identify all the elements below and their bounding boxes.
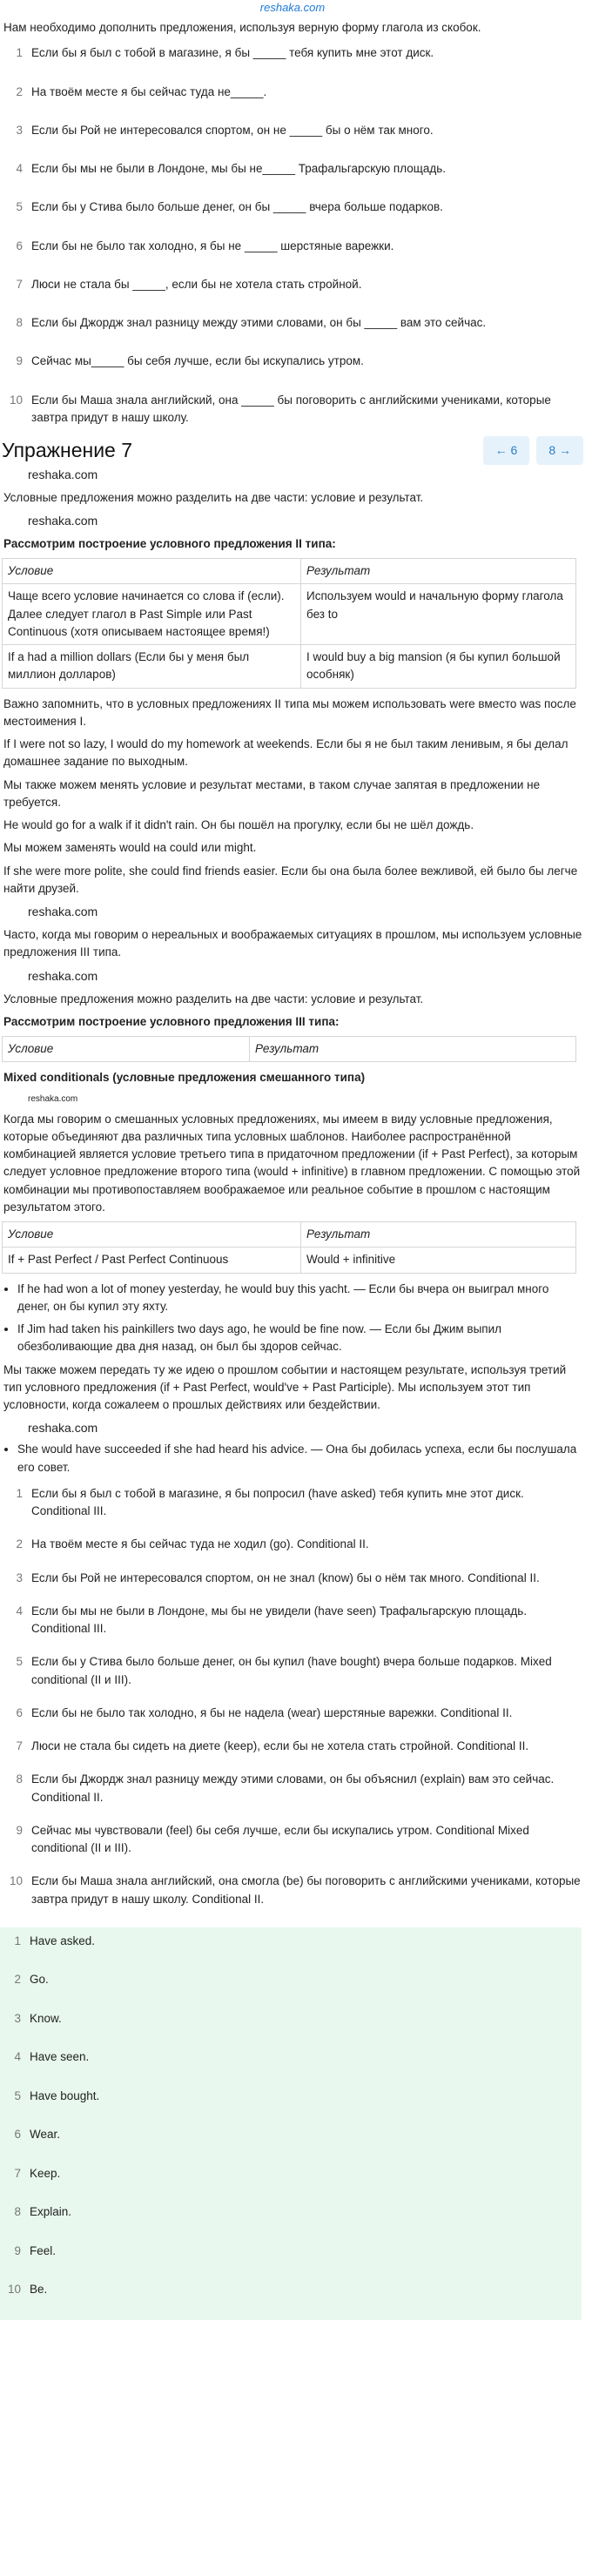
solution-text: Сейчас мы чувствовали (feel) бы себя лучше, если бы искупались утром. Conditional Mixed conditional (II и III). — [31, 1823, 529, 1854]
item-number: 8 — [16, 1772, 23, 1786]
table-cell: Используем would и начальную форму глагола без to — [301, 584, 576, 645]
list-item — [2, 389, 583, 433]
solution-text: Люси не стала бы сидеть на диете (keep), если бы не хотела стать стройной. Conditional II. — [31, 1739, 529, 1752]
paragraph: Мы также можем менять условие и результат местами, в таком случае запятая в предложении не требуется. — [3, 777, 541, 809]
table-row — [3, 645, 576, 689]
example-list — [2, 1441, 583, 1476]
task-text: Сейчас мы_____ бы себя лучше, если бы искупались утром. — [31, 354, 364, 368]
paragraph: If she were more polite, she could find friends easier. Если бы она была более вежливой, ей было бы легче найти друзей. — [3, 864, 578, 895]
list-item — [2, 42, 583, 80]
paragraph: Условные предложения можно разделить на две части: условие и результат. — [3, 992, 424, 1006]
table-header-result: Результат — [301, 1222, 576, 1248]
section-heading: Mixed conditionals (условные предложения смешанного типа) — [3, 1071, 366, 1085]
list-item — [2, 158, 583, 196]
solution-text: Если бы не было так холодно, я бы не надела (wear) шерстяные варежки. Conditional II. — [31, 1705, 513, 1719]
list-item — [2, 273, 583, 312]
table-header-condition: Условие — [3, 1037, 250, 1062]
answer-text: Be. — [30, 2283, 48, 2297]
task-text: Если бы Маша знала английский, она _____ бы поговорить с английскими учениками, которые завтра придут в нашу школу. — [31, 393, 551, 424]
example-list — [2, 1281, 583, 1356]
watermark: reshaka.com — [28, 1421, 98, 1436]
solution-text: Если бы Маша знала английский, она смогла (be) бы поговорить с английскими учениками, которые завтра придут в нашу школу. Conditional II. — [31, 1874, 581, 1906]
watermark: reshaka.com — [28, 1093, 78, 1104]
conditional-3-table — [2, 1036, 576, 1062]
mixed-table — [2, 1221, 576, 1274]
paragraph: Мы можем заменять would на could или might. — [3, 841, 257, 855]
answer-row — [0, 2048, 582, 2088]
paragraph: Когда мы говорим о смешанных условных предложениях, мы имеем в виду условные предложения, которые объединяют два различных типа условных шаблонов. Наиболее распространённой комбинацией является условие третьего типа в придаточном предложении (if + Past Perfect), за которым следует условное предложение второго типа (would + infinitive) в главном предложении. С помощью этой комбинации мы противопоставляем воображаемое или реальное событие в прошлом с настоящим результатом этого. — [3, 1112, 581, 1214]
list-item: • If Jim had taken his painkillers two days ago, he would be fine now. — Если бы Джим выпил обезболивающие два дня назад, он был бы здоров сейчас. — [17, 1321, 583, 1356]
item-number: 1 — [16, 46, 23, 60]
list-item: • She would have succeeded if she had heard his advice. — Она бы добилась успеха, если бы послушала его совет. — [17, 1441, 583, 1476]
watermark: reshaka.com — [28, 513, 98, 528]
list-item — [2, 1701, 583, 1734]
list-item — [2, 1734, 583, 1767]
table-header-result: Результат — [301, 559, 576, 584]
watermark: reshaka.com — [28, 467, 98, 481]
answer-row — [0, 1933, 582, 1972]
item-number: 1 — [16, 1486, 23, 1500]
paragraph: If I were not so lazy, I would do my homework at weekends. Если бы я не был таким ленивым, я бы делал домашнее задание по выходным. — [3, 737, 568, 769]
table-cell: If + Past Perfect / Past Perfect Continuous — [3, 1248, 301, 1273]
item-number: 3 — [14, 2011, 21, 2025]
item-number: 1 — [14, 1934, 21, 1947]
list-item — [2, 196, 583, 234]
section-heading: Рассмотрим построение условного предложения II типа: — [3, 536, 336, 550]
exercise-header — [2, 435, 583, 466]
solution-text: Если бы я был с тобой в магазине, я бы попросил (have asked) тебя купить мне этот диск. Conditional III. — [31, 1486, 524, 1517]
table-row — [3, 584, 576, 645]
paragraph: Важно запомнить, что в условных предложениях II типа мы можем использовать were вместо was после местоимения I. — [3, 696, 576, 728]
answer-text: Have seen. — [30, 2050, 90, 2064]
item-number: 3 — [16, 1570, 23, 1584]
solution-text: Если бы Рой не интересовался спортом, он не знал (know) бы о нём так много. Conditional II. — [31, 1570, 540, 1584]
item-number: 6 — [16, 1705, 23, 1719]
item-number: 5 — [16, 1655, 23, 1669]
item-number: 2 — [14, 1973, 21, 1987]
answer-text: Know. — [30, 2011, 62, 2025]
solution-text: На твоём месте я бы сейчас туда не ходил (go). Conditional II. — [31, 1537, 369, 1551]
item-number: 7 — [16, 1739, 23, 1752]
answer-text: Have bought. — [30, 2088, 100, 2102]
item-number: 10 — [9, 393, 23, 407]
list-item — [2, 1482, 583, 1533]
item-number: 3 — [16, 123, 23, 137]
solution-text: Если бы у Стива было больше денег, он бы купил (have bought) вчера больше подарков. Mixed conditional (II и III). — [31, 1655, 552, 1686]
list-item — [2, 1566, 583, 1599]
item-number: 4 — [16, 162, 23, 175]
table-header-result: Результат — [249, 1037, 575, 1062]
site-logo[interactable]: reshaka.com — [259, 1, 326, 14]
item-number: 2 — [16, 1537, 23, 1551]
item-number: 9 — [16, 1823, 23, 1837]
list-item — [2, 1767, 583, 1819]
solution-text: Если бы мы не были в Лондоне, мы бы не увидели (have seen) Трафальгарскую площадь. Conditional III. — [31, 1604, 528, 1635]
paragraph: He would go for a walk if it didn't rain. Он бы пошёл на прогулку, если бы не шёл дождь. — [3, 818, 474, 831]
table-cell: I would buy a big mansion (я бы купил большой особняк) — [301, 645, 576, 689]
list-item — [2, 1869, 583, 1920]
item-number: 4 — [16, 1604, 23, 1618]
list-item — [2, 1532, 583, 1565]
item-number: 6 — [16, 239, 23, 252]
table-cell: Would + infinitive — [301, 1248, 576, 1273]
list-item — [2, 81, 583, 119]
task-text: Если бы Рой не интересовался спортом, он не _____ бы о нём так много. — [31, 123, 434, 137]
list-item — [2, 350, 583, 388]
item-number: 9 — [14, 2243, 21, 2257]
task-text: Если бы я был с тобой в магазине, я бы _____ тебя купить мне этот диск. — [31, 46, 434, 60]
answer-row — [0, 2088, 582, 2127]
table-header-condition: Условие — [3, 1222, 301, 1248]
task-text: Если бы у Стива было больше денег, он бы _____ вчера больше подарков. — [31, 200, 443, 214]
answer-row — [0, 2281, 582, 2320]
task-list — [2, 42, 583, 432]
list-item — [2, 312, 583, 350]
item-number: 8 — [16, 316, 23, 329]
solution-text: Если бы Джордж знал разницу между этими словами, он бы объяснил (explain) вам это сейчас. Conditional II. — [31, 1772, 555, 1804]
list-item — [2, 1650, 583, 1701]
answer-text: Feel. — [30, 2243, 57, 2257]
list-item — [2, 1599, 583, 1651]
item-number: 8 — [14, 2205, 21, 2219]
answer-text: Explain. — [30, 2205, 72, 2219]
answer-text: Keep. — [30, 2166, 61, 2180]
answer-text: Wear. — [30, 2128, 61, 2142]
section-heading: Рассмотрим построение условного предложения III типа: — [3, 1014, 340, 1028]
item-number: 7 — [16, 277, 23, 291]
item-number: 7 — [14, 2166, 21, 2180]
list-item — [2, 235, 583, 273]
item-number: 2 — [16, 84, 23, 98]
task-text: Люси не стала бы _____, если бы не хотела стать стройной. — [31, 277, 362, 291]
answer-row — [0, 1971, 582, 2010]
table-header-condition: Условие — [3, 559, 301, 584]
item-number: 10 — [9, 1874, 23, 1888]
solution-list — [2, 1482, 583, 1920]
task-text: Если бы Джордж знал разницу между этими словами, он бы _____ вам это сейчас. — [31, 316, 487, 329]
prev-exercise-button[interactable]: ← 6 — [483, 436, 530, 465]
intro-text: Нам необходимо дополнить предложения, используя верную форму глагола из скобок. — [3, 21, 481, 34]
answer-row — [0, 2203, 582, 2243]
paragraph: Мы также можем передать ту же идею о прошлом событии и настоящем результате, используя третий тип условного предложения (if + Past Perfect, would've + Past Participle). Мы используем этот тип условности, когда сожалеем о прошлых действиях или бездействии. — [3, 1362, 567, 1411]
item-number: 4 — [14, 2050, 21, 2064]
conditional-2-table — [2, 558, 576, 689]
answer-row — [0, 2126, 582, 2165]
answer-text: Have asked. — [30, 1934, 96, 1947]
item-number: 10 — [7, 2283, 21, 2297]
list-item: • If he had won a lot of money yesterday, he would buy this yacht. — Если бы вчера он выиграл много денег, он бы купил эту яхту. — [17, 1281, 583, 1316]
answer-row — [0, 2165, 582, 2204]
table-row — [3, 1248, 576, 1273]
paragraph: Условные предложения можно разделить на две части: условие и результат. — [3, 490, 424, 504]
task-text: Если бы не было так холодно, я бы не _____ шерстяные варежки. — [31, 239, 394, 252]
item-number: 5 — [16, 200, 23, 214]
exercise-nav — [483, 436, 583, 465]
answer-row — [0, 2010, 582, 2049]
item-number: 9 — [16, 354, 23, 368]
answers-block — [0, 1927, 582, 2320]
watermark: reshaka.com — [28, 905, 98, 918]
item-number: 5 — [14, 2088, 21, 2102]
exercise-title: Упражнение 7 — [2, 439, 133, 461]
list-item — [2, 119, 583, 158]
next-exercise-button[interactable]: 8 → — [536, 436, 583, 465]
watermark: reshaka.com — [28, 968, 98, 983]
table-cell: Чаще всего условие начинается со слова if (если). Далее следует глагол в Past Simple или Past Continuous (хотя описываем настоящее время!) — [3, 584, 301, 645]
answer-text: Go. — [30, 1973, 49, 1987]
paragraph: Часто, когда мы говорим о нереальных и воображаемых ситуациях в прошлом, мы используем условные предложения III типа. — [3, 928, 582, 959]
list-item — [2, 1819, 583, 1870]
answer-row — [0, 2243, 582, 2282]
item-number: 6 — [14, 2128, 21, 2142]
task-text: Если бы мы не были в Лондоне, мы бы не_____ Трафальгарскую площадь. — [31, 162, 447, 175]
task-text: На твоём месте я бы сейчас туда не_____. — [31, 84, 267, 98]
table-cell: If a had a million dollars (Если бы у меня был миллион долларов) — [3, 645, 301, 689]
